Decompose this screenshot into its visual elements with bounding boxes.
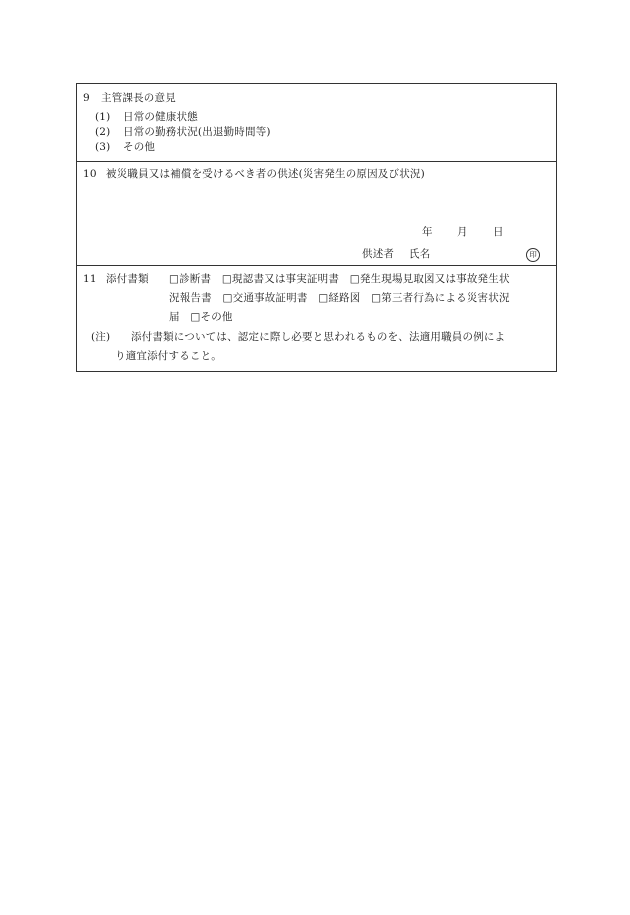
section-9-number: 9	[83, 92, 90, 104]
section-9-title: 主管課長の意見	[101, 92, 176, 104]
section-10-victim-statement	[77, 162, 556, 266]
section-9-item-3-number: (3)	[95, 141, 111, 153]
attachment-list-line-1: □診断書 □現認書又は事実証明書 □発生現場見取図又は事故発生状	[169, 273, 510, 285]
date-year-label: 年	[422, 226, 433, 238]
section-11-attachments	[77, 266, 556, 371]
section-11-title: 添付書類	[106, 273, 149, 285]
note-label: (注)	[91, 331, 111, 343]
section-11-number: 11	[83, 273, 97, 285]
note-line-2: り適宜添付すること。	[115, 350, 222, 362]
date-day-label: 日	[493, 226, 504, 238]
seal-mark: 印	[526, 248, 540, 262]
section-9-item-2-number: (2)	[95, 126, 111, 138]
section-9-item-3-text: その他	[123, 141, 156, 153]
section-9-item-1-text: 日常の健康状態	[123, 111, 198, 123]
date-month-label: 月	[457, 226, 468, 238]
section-9-item-1-number: (1)	[95, 111, 111, 123]
form-table	[76, 83, 557, 372]
signer-label: 供述者	[362, 248, 395, 260]
note-line-1: 添付書類については、認定に際し必要と思われるものを、法適用職員の例によ	[131, 331, 506, 343]
section-9-supervisor-opinion	[77, 84, 556, 162]
attachment-list-line-2: 況報告書 □交通事故証明書 □経路図 □第三者行為による災害状況	[169, 292, 510, 304]
section-10-title: 被災職員又は補償を受けるべき者の供述(災害発生の原因及び状況)	[106, 168, 425, 180]
name-label: 氏名	[409, 248, 431, 260]
section-10-number: 10	[83, 168, 97, 180]
section-9-item-2-text: 日常の勤務状況(出退勤時間等)	[123, 126, 271, 138]
attachment-list-line-3: 届 □その他	[169, 311, 233, 323]
